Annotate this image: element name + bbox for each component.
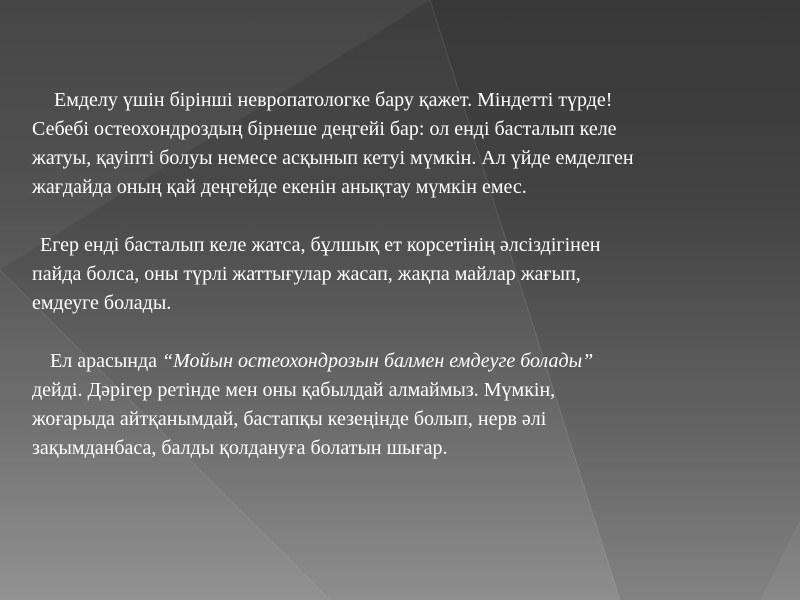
paragraph-1-line-3: жатуы, қауіпті болуы немесе асқынып кетуі мүмкін. Ал үйде емделген (32, 147, 634, 169)
paragraph-2-line-1: Егер енді басталып келе жатса, бұлшық ет корсетінің әлсіздігінен (40, 234, 601, 256)
paragraph-1-line-4: жағдайда оның қай деңгейде екенін анықтау мүмкін емес. (32, 176, 527, 198)
paragraph-1 (32, 86, 782, 202)
paragraph-3-line-3: жоғарыда айтқанымдай, бастапқы кезеңінде болып, нерв әлі (32, 408, 547, 430)
paragraph-3-quote: “Мойын остеохондрозын балмен емдеуге болады” (162, 350, 594, 372)
paragraph-2 (32, 231, 782, 318)
body-text (32, 86, 782, 463)
paragraph-2-line-3: емдеуге болады. (32, 292, 172, 314)
paragraph-3-intro: Ел арасында (50, 350, 163, 372)
spacer (32, 202, 782, 231)
paragraph-1-line-1: Емделу үшін бірінші невропатологке бару қажет. Міндетті түрде! (54, 89, 613, 111)
paragraph-3 (32, 347, 782, 463)
paragraph-3-line-2: дейді. Дәрігер ретінде мен оны қабылдай алмаймыз. Мүмкін, (32, 379, 556, 401)
paragraph-2-line-2: пайда болса, оны түрлі жаттығулар жасап, жақпа майлар жағып, (32, 263, 581, 285)
paragraph-3-line-4: зақымданбаса, балды қолдануға болатын шығар. (32, 437, 448, 459)
paragraph-1-line-2: Себебі остеохондроздың бірнеше деңгейі бар: ол енді басталып келе (32, 118, 617, 140)
paragraph-3-line-1 (32, 347, 593, 376)
spacer (32, 318, 782, 347)
